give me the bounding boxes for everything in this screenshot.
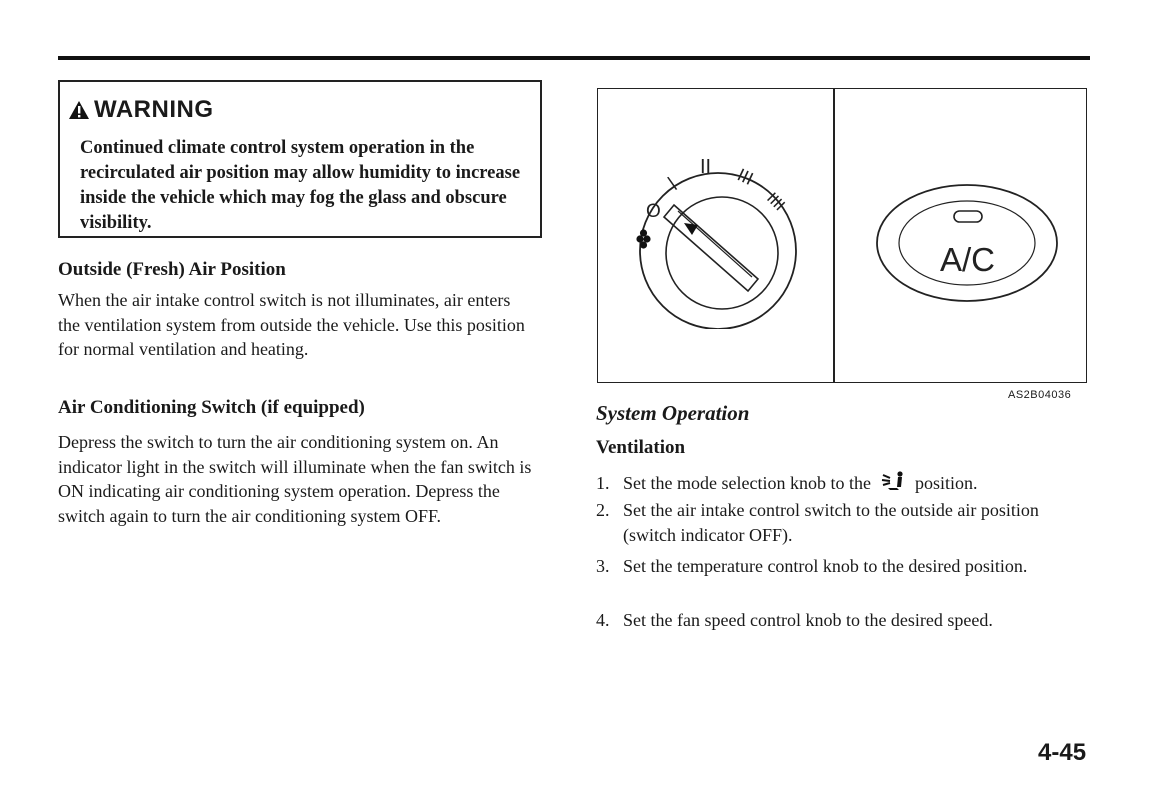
figure-controls <box>597 88 1087 383</box>
ac-indicator-light <box>954 211 982 222</box>
warning-box <box>58 80 542 238</box>
knob-mark-1: \ <box>666 173 679 196</box>
knob-mark-recirc: O <box>646 201 661 222</box>
step-text: Set the temperature control knob to the desired position. <box>623 556 1028 576</box>
step-number: 1. <box>596 473 610 493</box>
section-title-air-conditioning: Air Conditioning Switch (if equipped) <box>58 397 365 418</box>
fan-icon <box>636 229 650 248</box>
page-number: 4-45 <box>1038 739 1087 766</box>
ac-label: A/C <box>940 241 996 278</box>
step-2 <box>596 498 1096 550</box>
section-body-air-conditioning: Depress the switch to turn the air conditioning system on. An indicator light in the switch will illuminate when the fan switch is ON indicating air conditioning system operation. Depress the switch again to turn the air conditioning system OFF. <box>58 432 532 526</box>
top-rule <box>58 56 1090 60</box>
mode-knob-illustration <box>626 139 806 329</box>
warning-title: WARNING <box>94 96 214 123</box>
section-body-outside-air: When the air intake control switch is not illuminates, air enters the ventilation system from outside the vehicle. Use this position for normal ventilation and heating. <box>58 290 525 359</box>
knob-mark-2: II <box>700 156 712 178</box>
figure-divider <box>833 89 835 382</box>
step-4 <box>596 608 1096 634</box>
step-number: 2. <box>596 500 610 520</box>
warning-header <box>68 96 214 124</box>
step-text: Set the mode selection knob to the <box>623 473 871 493</box>
ventilation-subtitle: Ventilation <box>596 437 686 458</box>
figure-code: AS2B04036 <box>1008 389 1072 401</box>
section-title-outside-air: Outside (Fresh) Air Position <box>58 259 286 280</box>
system-operation-title: System Operation <box>596 401 750 425</box>
step-number: 3. <box>596 556 610 576</box>
knob-mark-4: IIII <box>763 189 788 215</box>
step-text-end: position. <box>914 473 978 493</box>
step-text: Set the fan speed control knob to the desired speed. <box>623 610 993 630</box>
step-3 <box>596 554 1096 606</box>
warning-text: Continued climate control system operation in the recirculated air position may allow humidity to increase inside the vehicle which may fog the glass and obscure visibility. <box>80 138 521 233</box>
warning-triangle-icon <box>68 100 90 120</box>
step-1 <box>596 471 1096 497</box>
vent-mode-icon <box>881 471 907 491</box>
step-text: Set the air intake control switch to the outside air position (switch indicator OFF). <box>623 500 1039 545</box>
step-number: 4. <box>596 610 610 630</box>
knob-mark-3: III <box>734 164 757 189</box>
